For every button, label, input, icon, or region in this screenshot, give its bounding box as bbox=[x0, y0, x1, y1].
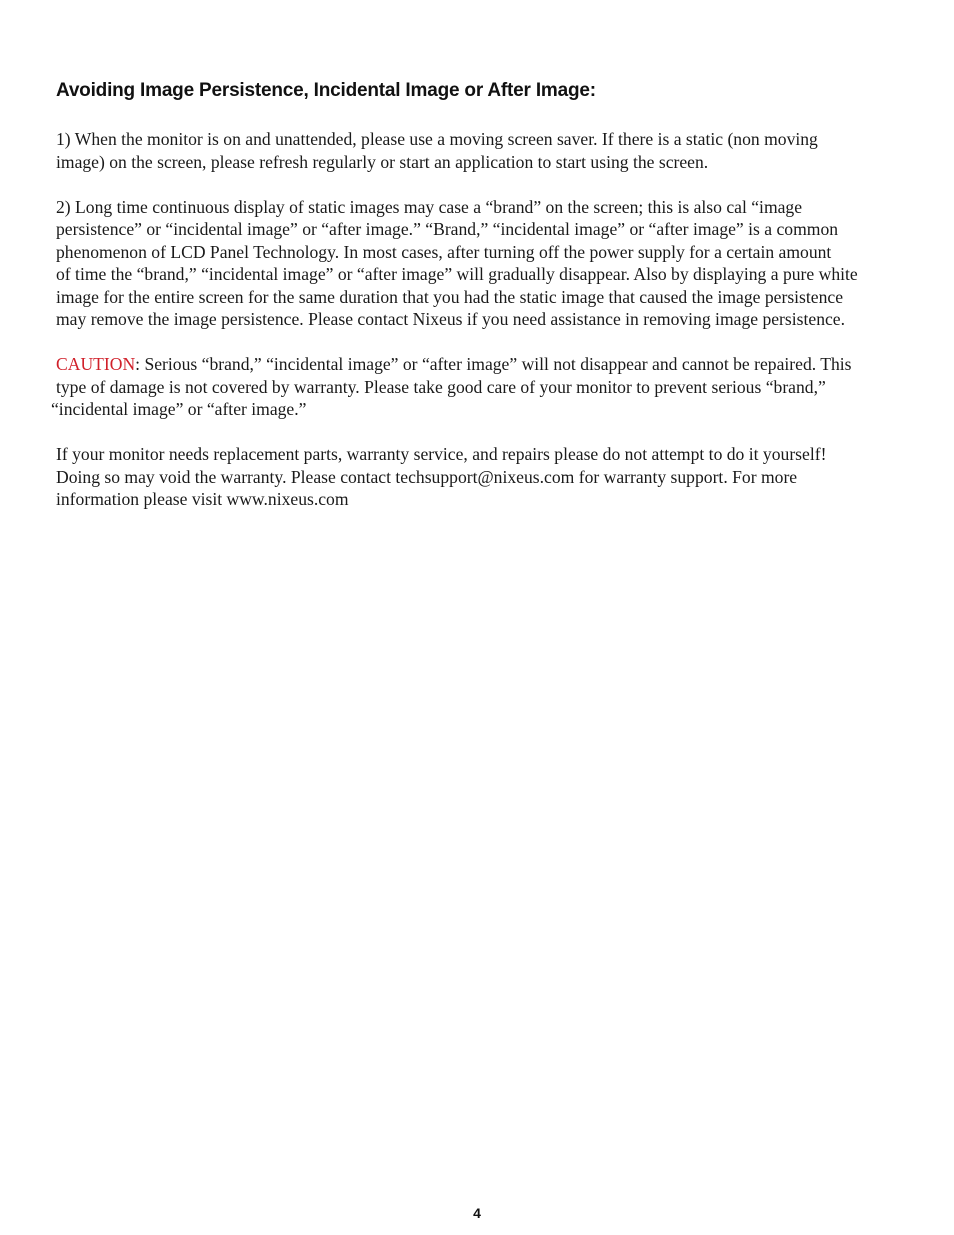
section-heading: Avoiding Image Persistence, Incidental Image or After Image: bbox=[56, 80, 596, 101]
caution-text: : Serious “brand,” “incidental image” or “after image” will not disappear and cannot be repaired. This bbox=[135, 354, 852, 374]
paragraph-line: type of damage is not covered by warranty. Please take good care of your monitor to prevent serious “brand,” bbox=[56, 377, 826, 397]
paragraph-line: Doing so may void the warranty. Please contact techsupport@nixeus.com for warranty support. For more bbox=[56, 467, 798, 487]
paragraph-line: phenomenon of LCD Panel Technology. In most cases, after turning off the power supply for a certain amount bbox=[56, 242, 832, 262]
paragraph-line: image for the entire screen for the same duration that you had the static image that caused the image persistence bbox=[56, 287, 844, 307]
paragraph-line: may remove the image persistence. Please contact Nixeus if you need assistance in removing image persistence. bbox=[56, 309, 846, 329]
paragraph-line: “incidental image” or “after image.” bbox=[51, 399, 307, 419]
page-number: 4 bbox=[473, 1205, 481, 1221]
paragraph-line: If your monitor needs replacement parts, warranty service, and repairs please do not attempt to do it yourself! bbox=[56, 444, 827, 464]
paragraph-line: 1) When the monitor is on and unattended, please use a moving screen saver. If there is a static (non moving bbox=[56, 129, 818, 149]
caution-first-line bbox=[56, 353, 852, 376]
caution-label: CAUTION bbox=[56, 354, 136, 374]
paragraph-line: information please visit www.nixeus.com bbox=[56, 489, 349, 509]
paragraph-line: of time the “brand,” “incidental image” or “after image” will gradually disappear. Also by displaying a pure white bbox=[56, 264, 858, 284]
paragraph-line: persistence” or “incidental image” or “after image.” “Brand,” “incidental image” or “after image” is a common bbox=[56, 219, 839, 239]
paragraph-line: 2) Long time continuous display of static images may case a “brand” on the screen; this is also cal “image bbox=[56, 197, 803, 217]
paragraph-line: image) on the screen, please refresh regularly or start an application to start using the screen. bbox=[56, 152, 709, 172]
